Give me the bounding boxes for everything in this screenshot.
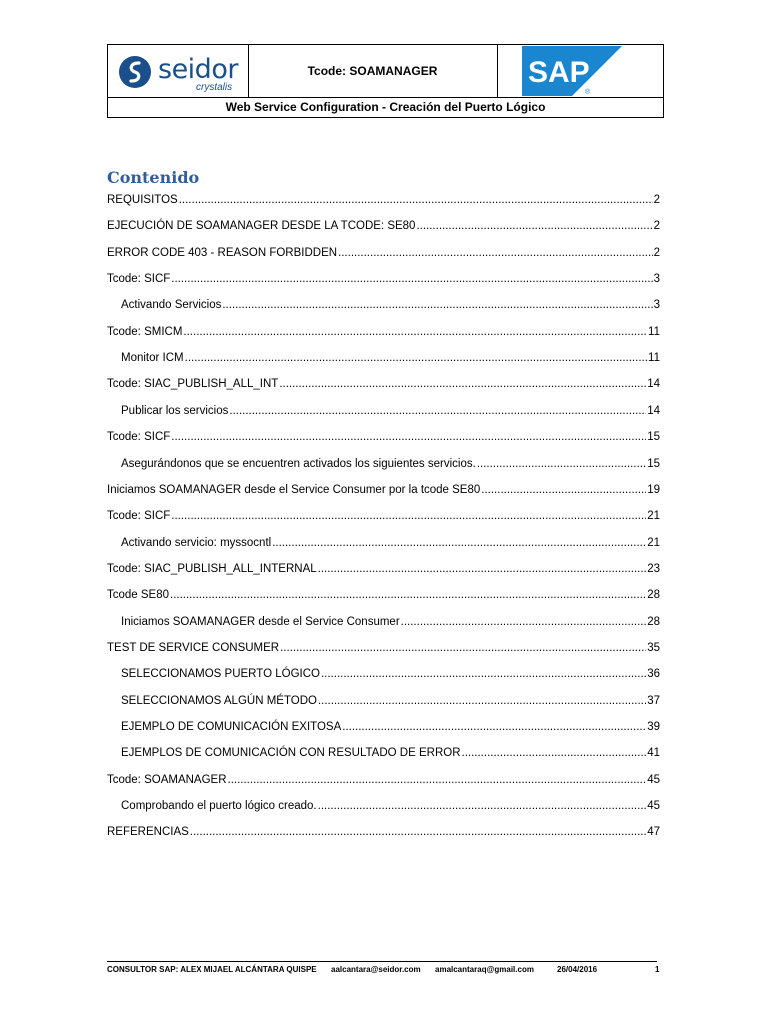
toc-leader-dots (183, 324, 647, 340)
toc-entry[interactable] (121, 350, 660, 366)
toc-leader-dots (279, 376, 646, 392)
toc-entry[interactable] (121, 745, 660, 761)
toc-entry-label: Tcode: SIAC_PUBLISH_ALL_INTERNAL (107, 562, 317, 575)
toc-entry-page: 15 (647, 431, 660, 444)
toc-entry[interactable] (107, 218, 660, 234)
sap-logo-cell (497, 45, 663, 97)
toc-leader-dots (342, 719, 646, 735)
toc-leader-dots (481, 482, 646, 498)
toc-entry-page: 11 (648, 325, 660, 338)
toc-entry-label: Tcode: SICF (107, 431, 171, 444)
toc-entry[interactable] (107, 587, 660, 603)
toc-entry[interactable] (121, 403, 660, 419)
toc-entry-label: ERROR CODE 403 - REASON FORBIDDEN (107, 246, 338, 259)
toc-leader-dots (228, 772, 647, 788)
toc-entry-page: 3 (653, 273, 660, 286)
toc-entry-label: EJEMPLOS DE COMUNICACIÓN CON RESULTADO DE ERROR (121, 747, 461, 760)
toc-entry[interactable] (121, 798, 660, 814)
toc-entry[interactable] (107, 376, 660, 392)
sap-logo (522, 46, 622, 96)
tcode-title: Tcode: SOAMANAGER (248, 45, 498, 97)
header-top-row (108, 45, 663, 98)
toc-leader-dots (321, 666, 646, 682)
sap-registered-mark: ® (585, 89, 591, 96)
toc-entry[interactable] (107, 245, 660, 261)
footer-author: CONSULTOR SAP: ALEX MIJAEL ALCÁNTARA QUISPE (107, 965, 317, 974)
toc-entry-label: Iniciamos SOAMANAGER desde el Service Consumer por la tcode SE80 (107, 483, 481, 496)
header-subtitle: Web Service Configuration - Creación del Puerto Lógico (225, 100, 546, 114)
toc-entry-page: 35 (647, 641, 660, 654)
toc-entry-page: 11 (648, 352, 660, 365)
toc-leader-dots (171, 508, 646, 524)
toc-entry-label: Tcode: SOAMANAGER (107, 773, 227, 786)
toc-leader-dots (280, 640, 646, 656)
toc-entry-label: Tcode: SICF (107, 273, 171, 286)
toc-entry-label: EJECUCIÓN DE SOAMANAGER DESDE LA TCODE: SE80 (107, 220, 416, 233)
toc-entry[interactable] (121, 693, 660, 709)
toc-entry[interactable] (107, 271, 660, 287)
seidor-logo-cell (108, 45, 249, 97)
toc-leader-dots (170, 587, 646, 603)
toc-leader-dots (185, 350, 647, 366)
toc-entry-page: 41 (647, 747, 660, 760)
toc-entry-page: 28 (647, 589, 660, 602)
toc-entry-label: Tcode SE80 (107, 589, 170, 602)
toc-leader-dots (338, 245, 653, 261)
toc-entry-page: 36 (647, 668, 660, 681)
toc-leader-dots (318, 693, 646, 709)
toc-entry-page: 39 (647, 721, 660, 733)
toc-leader-dots (272, 535, 646, 551)
toc-entry-page: 14 (647, 404, 660, 417)
toc-entry[interactable] (107, 824, 660, 840)
toc-entry-label: Tcode: SMICM (107, 325, 183, 338)
toc-entry[interactable] (107, 324, 660, 340)
toc-entry[interactable] (107, 192, 660, 208)
toc-entry-label: TEST DE SERVICE CONSUMER (107, 641, 280, 654)
toc-leader-dots (190, 824, 646, 840)
toc-entry[interactable] (107, 561, 660, 577)
toc-entry[interactable] (121, 456, 660, 472)
toc-leader-dots (171, 429, 646, 445)
footer-page-number: 1 (655, 965, 660, 974)
toc-entry-page: 21 (647, 536, 660, 549)
toc-entry[interactable] (121, 614, 660, 630)
toc-entry[interactable] (107, 429, 660, 445)
toc-entry-label: Iniciamos SOAMANAGER desde el Service Consumer (121, 615, 400, 628)
toc-leader-dots (171, 271, 652, 287)
toc-entry-page: 2 (653, 246, 660, 259)
toc-entry[interactable] (107, 640, 660, 656)
toc-entry-page: 19 (647, 483, 660, 496)
seidor-logo (118, 54, 246, 93)
document-header (107, 44, 664, 118)
toc-entry-page: 23 (647, 562, 660, 575)
toc-entry-label: REFERENCIAS (107, 826, 189, 839)
toc-entry[interactable] (121, 297, 660, 313)
toc-entry-page: 21 (647, 510, 660, 523)
toc-entry-page: 45 (647, 800, 660, 813)
sap-wordmark: SAP (528, 56, 590, 89)
footer-date: 26/04/2016 (557, 965, 598, 974)
toc-leader-dots (229, 403, 646, 419)
footer-rule (107, 961, 657, 962)
toc-entry-label: REQUISITOS (107, 194, 178, 206)
toc-heading: Contenido (107, 168, 200, 187)
toc-entry-label: Publicar los servicios (121, 404, 229, 417)
footer-email-seidor: aalcantara@seidor.com (331, 965, 421, 974)
toc-entry[interactable] (107, 508, 660, 524)
toc-entry-page: 2 (653, 220, 660, 233)
toc-leader-dots (416, 218, 652, 234)
toc-leader-dots (318, 798, 647, 814)
toc-entry[interactable] (121, 666, 660, 682)
toc-leader-dots (462, 745, 647, 761)
toc-entry[interactable] (121, 535, 660, 551)
toc-entry[interactable] (121, 719, 660, 735)
toc-entry-label: Activando servicio: myssocntl (121, 536, 272, 549)
toc-leader-dots (179, 192, 653, 208)
toc-entry-page: 45 (647, 773, 660, 786)
toc-entry-label: Tcode: SICF (107, 510, 171, 523)
toc-entry-page: 2 (653, 194, 660, 206)
toc-entry-page: 28 (647, 615, 660, 628)
toc-entry[interactable] (107, 772, 660, 788)
toc-leader-dots (318, 561, 647, 577)
toc-entry-page: 15 (647, 457, 660, 470)
toc-entry-label: Comprobando el puerto lógico creado. (121, 800, 317, 813)
crystalis-wordmark: crystalis (196, 82, 233, 93)
toc-entry-label: Tcode: SIAC_PUBLISH_ALL_INT (107, 378, 279, 391)
footer-email-gmail: amalcantaraq@gmail.com (435, 965, 534, 974)
toc-entry-page: 3 (653, 299, 660, 312)
toc-entry-page: 14 (647, 378, 660, 391)
toc-entry[interactable] (107, 482, 660, 498)
toc-entry-label: Asegurándonos que se encuentren activados los siguientes servicios. (121, 457, 476, 470)
toc-leader-dots (401, 614, 647, 630)
toc-entry-page: 47 (647, 826, 660, 839)
toc-entry-page: 37 (647, 694, 660, 707)
seidor-wordmark: seidor (158, 54, 238, 85)
toc-entry-label: SELECCIONAMOS ALGÚN MÉTODO (121, 694, 317, 707)
toc-entry-label: EJEMPLO DE COMUNICACIÓN EXITOSA (121, 721, 342, 733)
toc-entry-label: SELECCIONAMOS PUERTO LÓGICO (121, 668, 320, 681)
toc-entry-label: Monitor ICM (121, 352, 184, 365)
seidor-swirl-icon (118, 55, 152, 89)
toc-leader-dots (477, 456, 646, 472)
toc-leader-dots (222, 297, 652, 313)
toc-entry-label: Activando Servicios (121, 299, 222, 312)
